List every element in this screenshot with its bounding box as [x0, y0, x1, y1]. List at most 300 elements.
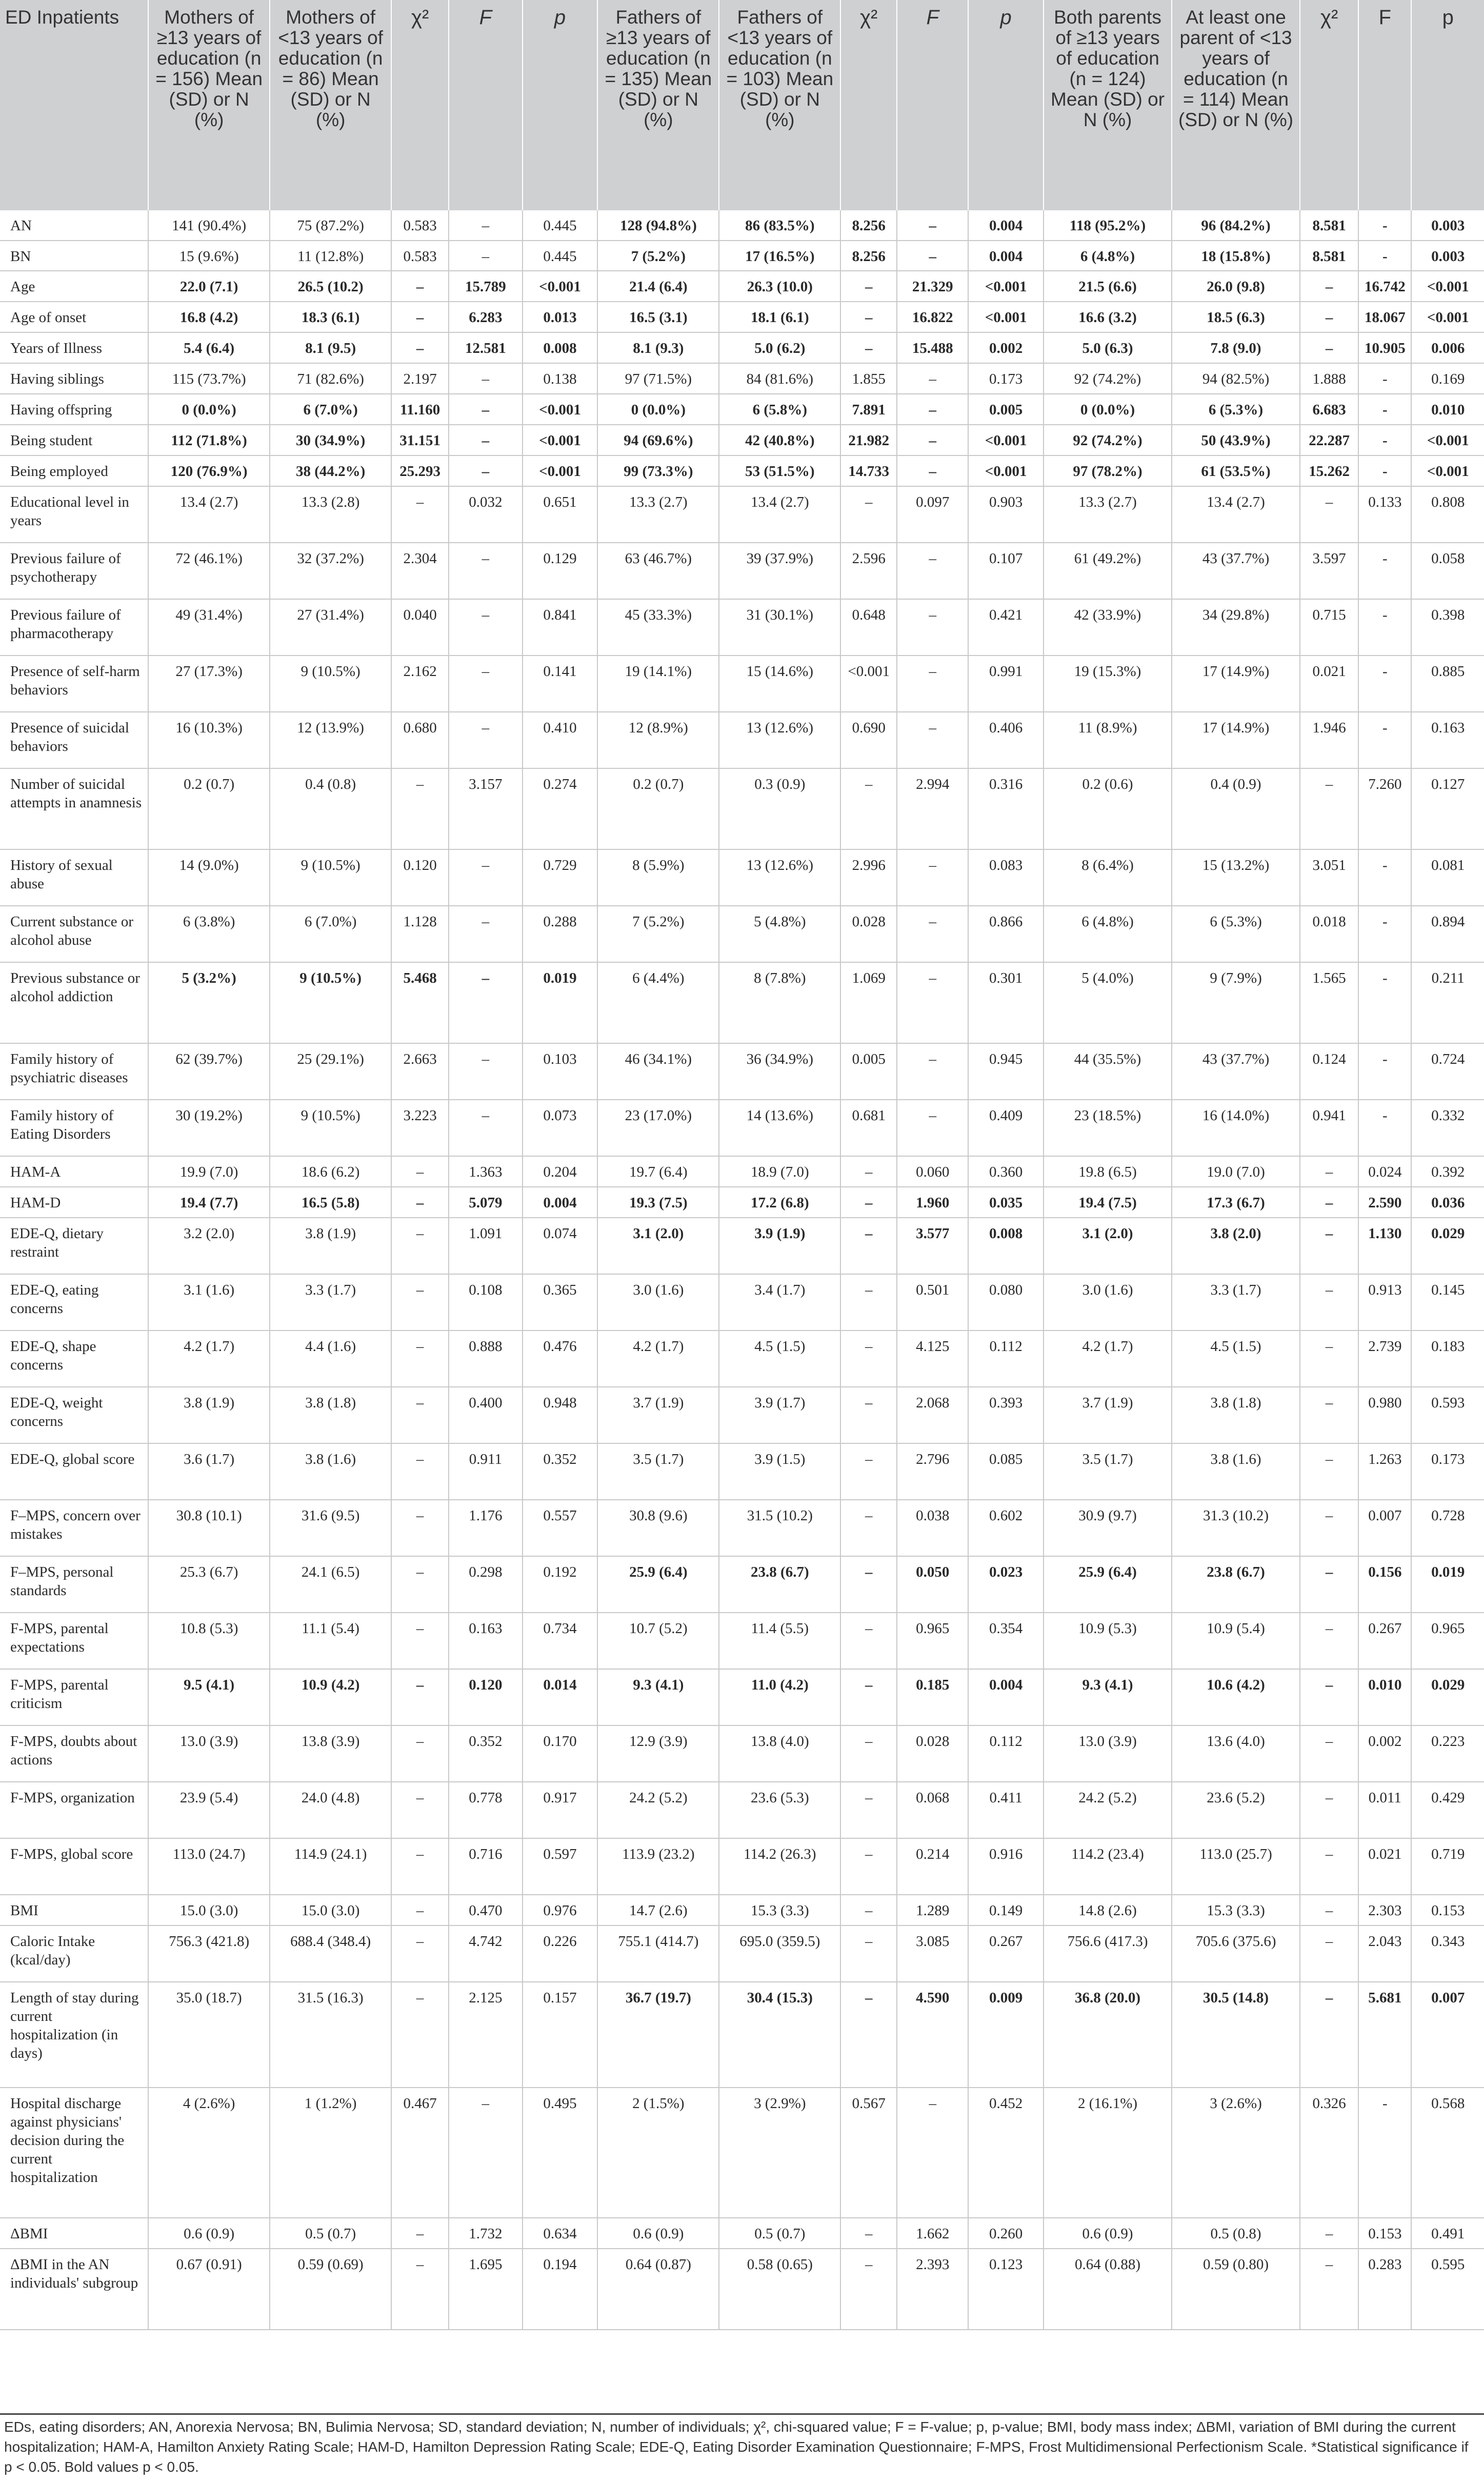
- table-cell: 8.581: [1300, 241, 1358, 271]
- table-cell: 0.298: [449, 1556, 523, 1613]
- table-cell: –: [391, 1782, 449, 1838]
- table-cell: 0.129: [523, 543, 598, 599]
- table-cell: –: [391, 302, 449, 332]
- table-cell: 112 (71.8%): [148, 425, 270, 455]
- table-cell: 16.822: [897, 302, 968, 332]
- table-cell: 0.392: [1411, 1156, 1484, 1187]
- table-cell: 6.283: [449, 302, 523, 332]
- table-cell: 31.151: [391, 425, 449, 455]
- table-cell: 2.303: [1358, 1895, 1411, 1925]
- table-cell: 0.729: [523, 849, 598, 906]
- table-cell: 23.8 (6.7): [719, 1556, 840, 1613]
- table-cell: 18.6 (6.2): [270, 1156, 391, 1187]
- table-cell: 3 (2.9%): [719, 2088, 840, 2218]
- table-cell: 0.010: [1411, 394, 1484, 425]
- header-f: F: [897, 0, 968, 210]
- table-cell: 4.5 (1.5): [719, 1331, 840, 1387]
- table-cell: 13.4 (2.7): [1172, 486, 1300, 543]
- table-row: [0, 455, 1484, 486]
- table-cell: 1.176: [449, 1500, 523, 1556]
- table-cell: 5.0 (6.3): [1044, 332, 1172, 363]
- table-cell: 15 (14.6%): [719, 656, 840, 712]
- table-cell: –: [840, 2249, 897, 2330]
- table-cell: 2.590: [1358, 1187, 1411, 1218]
- table-cell: 23.6 (5.3): [719, 1782, 840, 1838]
- table-cell: –: [391, 1187, 449, 1218]
- table-cell: 695.0 (359.5): [719, 1925, 840, 1982]
- table-cell: 30.8 (9.6): [597, 1500, 719, 1556]
- table-cell: 1.888: [1300, 363, 1358, 394]
- table-cell: 0.5 (0.8): [1172, 2218, 1300, 2249]
- table-cell: –: [449, 394, 523, 425]
- table-cell: 0.029: [1411, 1218, 1484, 1274]
- table-cell: 13.4 (2.7): [719, 486, 840, 543]
- table-cell: 114.2 (23.4): [1044, 1838, 1172, 1895]
- table-cell: 16.5 (5.8): [270, 1187, 391, 1218]
- table-cell: 0.841: [523, 599, 598, 656]
- table-cell: 0.648: [840, 599, 897, 656]
- table-row: [0, 543, 1484, 599]
- table-cell: 2 (1.5%): [597, 2088, 719, 2218]
- table-cell: 15.3 (3.3): [1172, 1895, 1300, 1925]
- table-cell: –: [1300, 2249, 1358, 2330]
- table-cell: 19.7 (6.4): [597, 1156, 719, 1187]
- table-cell: 15.262: [1300, 455, 1358, 486]
- table-cell: 72 (46.1%): [148, 543, 270, 599]
- table-row: [0, 1187, 1484, 1218]
- table-cell: 3.8 (2.0): [1172, 1218, 1300, 1274]
- table-cell: 0.081: [1411, 849, 1484, 906]
- table-cell: 0.4 (0.9): [1172, 768, 1300, 849]
- table-cell: –: [1300, 1500, 1358, 1556]
- table-cell: –: [1300, 1782, 1358, 1838]
- table-cell: 75 (87.2%): [270, 210, 391, 241]
- table-cell: 2.663: [391, 1043, 449, 1100]
- table-cell: 0.223: [1411, 1725, 1484, 1782]
- table-cell: 62 (39.7%): [148, 1043, 270, 1100]
- table-cell: 13.8 (4.0): [719, 1725, 840, 1782]
- table-cell: 11.4 (5.5): [719, 1613, 840, 1669]
- table-cell: 0.214: [897, 1838, 968, 1895]
- table-cell: 21.329: [897, 271, 968, 302]
- table-cell: 9 (7.9%): [1172, 962, 1300, 1043]
- table-cell: 0.411: [968, 1782, 1044, 1838]
- table-cell: 0.183: [1411, 1331, 1484, 1387]
- table-cell: 8.256: [840, 241, 897, 271]
- table-cell: 23 (18.5%): [1044, 1100, 1172, 1156]
- table-cell: 0.038: [897, 1500, 968, 1556]
- table-cell: 0.149: [968, 1895, 1044, 1925]
- table-cell: –: [391, 1274, 449, 1331]
- table-cell: -: [1358, 425, 1411, 455]
- table-cell: 0.400: [449, 1387, 523, 1443]
- table-cell: 0.778: [449, 1782, 523, 1838]
- table-cell: -: [1358, 849, 1411, 906]
- table-cell: –: [391, 1443, 449, 1500]
- table-cell: –: [1300, 1274, 1358, 1331]
- table-cell: 53 (51.5%): [719, 455, 840, 486]
- table-cell: 19.4 (7.5): [1044, 1187, 1172, 1218]
- table-cell: –: [449, 210, 523, 241]
- table-cell: 34 (29.8%): [1172, 599, 1300, 656]
- table-row: [0, 2218, 1484, 2249]
- table-cell: 10.905: [1358, 332, 1411, 363]
- table-cell: 0.690: [840, 712, 897, 768]
- table-cell: 0.005: [840, 1043, 897, 1100]
- table-cell: 8 (7.8%): [719, 962, 840, 1043]
- table-cell: –: [449, 906, 523, 962]
- row-label: F–MPS, concern over mistakes: [0, 1500, 148, 1556]
- table-cell: 118 (95.2%): [1044, 210, 1172, 241]
- table-cell: 0.163: [1411, 712, 1484, 768]
- row-label: AN: [0, 210, 148, 241]
- table-cell: 0.445: [523, 241, 598, 271]
- table-row: [0, 962, 1484, 1043]
- table-cell: –: [840, 2218, 897, 2249]
- table-cell: 1.363: [449, 1156, 523, 1187]
- table-cell: 0.911: [449, 1443, 523, 1500]
- table-cell: 6 (5.8%): [719, 394, 840, 425]
- table-cell: 2.125: [449, 1982, 523, 2088]
- table-cell: 5.079: [449, 1187, 523, 1218]
- table-cell: 0 (0.0%): [148, 394, 270, 425]
- table-cell: 0.501: [897, 1274, 968, 1331]
- table-cell: 92 (74.2%): [1044, 363, 1172, 394]
- table-cell: 12.9 (3.9): [597, 1725, 719, 1782]
- table-row: [0, 271, 1484, 302]
- table-cell: 0.59 (0.80): [1172, 2249, 1300, 2330]
- table-cell: 1.732: [449, 2218, 523, 2249]
- table-cell: 0.913: [1358, 1274, 1411, 1331]
- table-cell: 2.197: [391, 363, 449, 394]
- table-cell: 4.5 (1.5): [1172, 1331, 1300, 1387]
- table-cell: 0.068: [897, 1782, 968, 1838]
- table-cell: –: [840, 1218, 897, 1274]
- table-cell: 0.567: [840, 2088, 897, 2218]
- table-cell: 0.007: [1411, 1982, 1484, 2088]
- table-cell: –: [391, 1895, 449, 1925]
- table-cell: 0.274: [523, 768, 598, 849]
- table-row: [0, 1500, 1484, 1556]
- table-cell: 0.2 (0.7): [148, 768, 270, 849]
- row-label: EDE-Q, dietary restraint: [0, 1218, 148, 1274]
- table-cell: –: [840, 486, 897, 543]
- table-cell: –: [391, 1387, 449, 1443]
- table-cell: 0.352: [449, 1725, 523, 1782]
- table-cell: 5.0 (6.2): [719, 332, 840, 363]
- table-cell: –: [1300, 1838, 1358, 1895]
- table-cell: –: [1300, 1187, 1358, 1218]
- table-cell: 0.173: [968, 363, 1044, 394]
- table-cell: <0.001: [968, 425, 1044, 455]
- table-cell: 0.163: [449, 1613, 523, 1669]
- table-cell: 15 (9.6%): [148, 241, 270, 271]
- table-cell: 0.917: [523, 1782, 598, 1838]
- table-cell: 0 (0.0%): [1044, 394, 1172, 425]
- table-cell: 0.445: [523, 210, 598, 241]
- table-cell: 2.043: [1358, 1925, 1411, 1982]
- table-cell: 0.326: [1300, 2088, 1358, 2218]
- table-cell: 0.074: [523, 1218, 598, 1274]
- table-cell: 3.2 (2.0): [148, 1218, 270, 1274]
- row-label: ΔBMI: [0, 2218, 148, 2249]
- table-cell: 0.916: [968, 1838, 1044, 1895]
- table-cell: 2.068: [897, 1387, 968, 1443]
- table-cell: 0.157: [523, 1982, 598, 2088]
- table-cell: 0.156: [1358, 1556, 1411, 1613]
- row-label: F-MPS, global score: [0, 1838, 148, 1895]
- row-label: Previous substance or alcohol addiction: [0, 962, 148, 1043]
- table-row: [0, 1218, 1484, 1274]
- table-cell: 0.120: [391, 849, 449, 906]
- row-label: F-MPS, doubts about actions: [0, 1725, 148, 1782]
- table-cell: 0.145: [1411, 1274, 1484, 1331]
- table-cell: 0.153: [1358, 2218, 1411, 2249]
- table-cell: 0.452: [968, 2088, 1044, 2218]
- table-cell: 0.004: [523, 1187, 598, 1218]
- table-cell: 19.8 (6.5): [1044, 1156, 1172, 1187]
- row-label: Educational level in years: [0, 486, 148, 543]
- table-cell: –: [1300, 486, 1358, 543]
- table-cell: 8.581: [1300, 210, 1358, 241]
- table-cell: 0.3 (0.9): [719, 768, 840, 849]
- table-cell: 31.3 (10.2): [1172, 1500, 1300, 1556]
- table-cell: 9 (10.5%): [270, 849, 391, 906]
- table-cell: 13.0 (3.9): [148, 1725, 270, 1782]
- table-cell: 3.3 (1.7): [1172, 1274, 1300, 1331]
- table-cell: –: [391, 1156, 449, 1187]
- table-cell: 6.683: [1300, 394, 1358, 425]
- header-p: p: [968, 0, 1044, 210]
- table-cell: 11.1 (5.4): [270, 1613, 391, 1669]
- table-cell: –: [897, 210, 968, 241]
- table-cell: –: [391, 1925, 449, 1982]
- table-cell: –: [449, 656, 523, 712]
- table-cell: –: [391, 1725, 449, 1782]
- table-cell: 688.4 (348.4): [270, 1925, 391, 1982]
- table-cell: 13.8 (3.9): [270, 1725, 391, 1782]
- table-cell: 0.724: [1411, 1043, 1484, 1100]
- table-cell: 3.3 (1.7): [270, 1274, 391, 1331]
- table-row: [0, 656, 1484, 712]
- table-cell: 0.5 (0.7): [719, 2218, 840, 2249]
- table-cell: 0.67 (0.91): [148, 2249, 270, 2330]
- table-cell: <0.001: [523, 394, 598, 425]
- table-cell: <0.001: [968, 271, 1044, 302]
- table-cell: 0.028: [840, 906, 897, 962]
- table-cell: 17 (14.9%): [1172, 712, 1300, 768]
- table-cell: 0.004: [968, 210, 1044, 241]
- table-cell: 3.1 (2.0): [597, 1218, 719, 1274]
- table-cell: 0.365: [523, 1274, 598, 1331]
- table-cell: 6 (7.0%): [270, 906, 391, 962]
- table-cell: –: [449, 1043, 523, 1100]
- table-cell: 0.028: [897, 1725, 968, 1782]
- row-label: Caloric Intake (kcal/day): [0, 1925, 148, 1982]
- table-cell: 14.733: [840, 455, 897, 486]
- table-cell: 0.634: [523, 2218, 598, 2249]
- table-cell: 0.467: [391, 2088, 449, 2218]
- table-cell: -: [1358, 712, 1411, 768]
- table-cell: 30.9 (9.7): [1044, 1500, 1172, 1556]
- table-cell: 0 (0.0%): [597, 394, 719, 425]
- table-cell: 30.8 (10.1): [148, 1500, 270, 1556]
- table-cell: 3.051: [1300, 849, 1358, 906]
- table-cell: 0.903: [968, 486, 1044, 543]
- table-cell: 0.4 (0.8): [270, 768, 391, 849]
- row-label: Length of stay during current hospitalization (in days): [0, 1982, 148, 2088]
- table-cell: 0.595: [1411, 2249, 1484, 2330]
- table-cell: 2.994: [897, 768, 968, 849]
- table-cell: 3.5 (1.7): [597, 1443, 719, 1500]
- table-cell: 0.409: [968, 1100, 1044, 1156]
- table-cell: 5.4 (6.4): [148, 332, 270, 363]
- table-cell: 0.007: [1358, 1500, 1411, 1556]
- table-cell: 17.3 (6.7): [1172, 1187, 1300, 1218]
- table-cell: 3.0 (1.6): [597, 1274, 719, 1331]
- table-cell: 0.173: [1411, 1443, 1484, 1500]
- table-cell: –: [449, 599, 523, 656]
- table-cell: 3.8 (1.6): [270, 1443, 391, 1500]
- table-cell: 0.192: [523, 1556, 598, 1613]
- table-cell: –: [897, 1100, 968, 1156]
- table-cell: 4.742: [449, 1925, 523, 1982]
- table-cell: 13 (12.6%): [719, 712, 840, 768]
- table-cell: 128 (94.8%): [597, 210, 719, 241]
- table-row: [0, 332, 1484, 363]
- table-cell: 0.058: [1411, 543, 1484, 599]
- table-cell: 3.4 (1.7): [719, 1274, 840, 1331]
- table-cell: 0.083: [968, 849, 1044, 906]
- table-cell: 0.004: [968, 241, 1044, 271]
- table-cell: -: [1358, 1100, 1411, 1156]
- table-cell: 44 (35.5%): [1044, 1043, 1172, 1100]
- table-cell: 9.3 (4.1): [1044, 1669, 1172, 1725]
- table-cell: 0.398: [1411, 599, 1484, 656]
- table-cell: 10.8 (5.3): [148, 1613, 270, 1669]
- table-cell: 4.125: [897, 1331, 968, 1387]
- table-cell: –: [1300, 1725, 1358, 1782]
- table-cell: 756.6 (417.3): [1044, 1925, 1172, 1982]
- table-cell: 0.153: [1411, 1895, 1484, 1925]
- table-cell: 0.141: [523, 656, 598, 712]
- table-cell: 1.263: [1358, 1443, 1411, 1500]
- table-cell: –: [897, 241, 968, 271]
- table-cell: 3.157: [449, 768, 523, 849]
- table-cell: 8 (6.4%): [1044, 849, 1172, 906]
- table-cell: 24.2 (5.2): [1044, 1782, 1172, 1838]
- table-cell: 16.8 (4.2): [148, 302, 270, 332]
- table-cell: –: [391, 2218, 449, 2249]
- table-cell: –: [897, 425, 968, 455]
- table-cell: 0.6 (0.9): [597, 2218, 719, 2249]
- table-cell: 3.7 (1.9): [597, 1387, 719, 1443]
- table-cell: 1 (1.2%): [270, 2088, 391, 2218]
- table-row: [0, 210, 1484, 241]
- table-cell: -: [1358, 394, 1411, 425]
- table-cell: 1.130: [1358, 1218, 1411, 1274]
- table-cell: 23 (17.0%): [597, 1100, 719, 1156]
- table-cell: 113.9 (23.2): [597, 1838, 719, 1895]
- table-cell: <0.001: [523, 425, 598, 455]
- table-cell: 0.021: [1358, 1838, 1411, 1895]
- table-cell: 0.097: [897, 486, 968, 543]
- table-cell: –: [449, 2088, 523, 2218]
- table-cell: 22.0 (7.1): [148, 271, 270, 302]
- table-row: [0, 425, 1484, 455]
- table-cell: 0.734: [523, 1613, 598, 1669]
- table-row: [0, 302, 1484, 332]
- table-cell: 25.9 (6.4): [597, 1556, 719, 1613]
- table-cell: 94 (82.5%): [1172, 363, 1300, 394]
- table-row: [0, 1387, 1484, 1443]
- table-cell: 7.260: [1358, 768, 1411, 849]
- table-cell: 19 (15.3%): [1044, 656, 1172, 712]
- table-cell: 31.6 (9.5): [270, 1500, 391, 1556]
- table-cell: 19.0 (7.0): [1172, 1156, 1300, 1187]
- table-cell: –: [840, 1500, 897, 1556]
- table-cell: 3.9 (1.7): [719, 1387, 840, 1443]
- table-cell: 0.010: [1358, 1669, 1411, 1725]
- table-cell: –: [840, 332, 897, 363]
- table-cell: 0.965: [1411, 1613, 1484, 1669]
- table-cell: 0.002: [1358, 1725, 1411, 1782]
- table-cell: 13.6 (4.0): [1172, 1725, 1300, 1782]
- table-cell: 0.597: [523, 1838, 598, 1895]
- table-row: [0, 2249, 1484, 2330]
- table-cell: –: [840, 768, 897, 849]
- table-cell: 25.9 (6.4): [1044, 1556, 1172, 1613]
- table-cell: –: [449, 712, 523, 768]
- table-cell: 0.64 (0.87): [597, 2249, 719, 2330]
- table-cell: 0.476: [523, 1331, 598, 1387]
- table-cell: 2.304: [391, 543, 449, 599]
- table-cell: 1.128: [391, 906, 449, 962]
- table-cell: –: [840, 1443, 897, 1500]
- table-cell: 96 (84.2%): [1172, 210, 1300, 241]
- table-cell: –: [1300, 1387, 1358, 1443]
- table-cell: 11.0 (4.2): [719, 1669, 840, 1725]
- table-cell: 3.0 (1.6): [1044, 1274, 1172, 1331]
- table-cell: -: [1358, 543, 1411, 599]
- table-cell: 30.5 (14.8): [1172, 1982, 1300, 2088]
- table-row: [0, 1556, 1484, 1613]
- table-cell: 7 (5.2%): [597, 241, 719, 271]
- table-cell: –: [1300, 1925, 1358, 1982]
- table-cell: 0.032: [449, 486, 523, 543]
- table-cell: -: [1358, 455, 1411, 486]
- table-cell: 35.0 (18.7): [148, 1982, 270, 2088]
- table-cell: 6 (5.3%): [1172, 394, 1300, 425]
- table-cell: 15.3 (3.3): [719, 1895, 840, 1925]
- table-cell: 0.029: [1411, 1669, 1484, 1725]
- table-cell: 10.9 (5.4): [1172, 1613, 1300, 1669]
- table-row: [0, 1895, 1484, 1925]
- table-cell: –: [449, 1100, 523, 1156]
- table-cell: 0.002: [968, 332, 1044, 363]
- table-cell: 5.468: [391, 962, 449, 1043]
- table-cell: 0.040: [391, 599, 449, 656]
- table-cell: 3.597: [1300, 543, 1358, 599]
- table-cell: 12 (8.9%): [597, 712, 719, 768]
- table-cell: –: [1300, 1556, 1358, 1613]
- table-cell: 9 (10.5%): [270, 1100, 391, 1156]
- table-cell: 42 (33.9%): [1044, 599, 1172, 656]
- table-cell: 0.018: [1300, 906, 1358, 962]
- table-cell: 22.287: [1300, 425, 1358, 455]
- table-cell: –: [1300, 271, 1358, 302]
- table-cell: 0.681: [840, 1100, 897, 1156]
